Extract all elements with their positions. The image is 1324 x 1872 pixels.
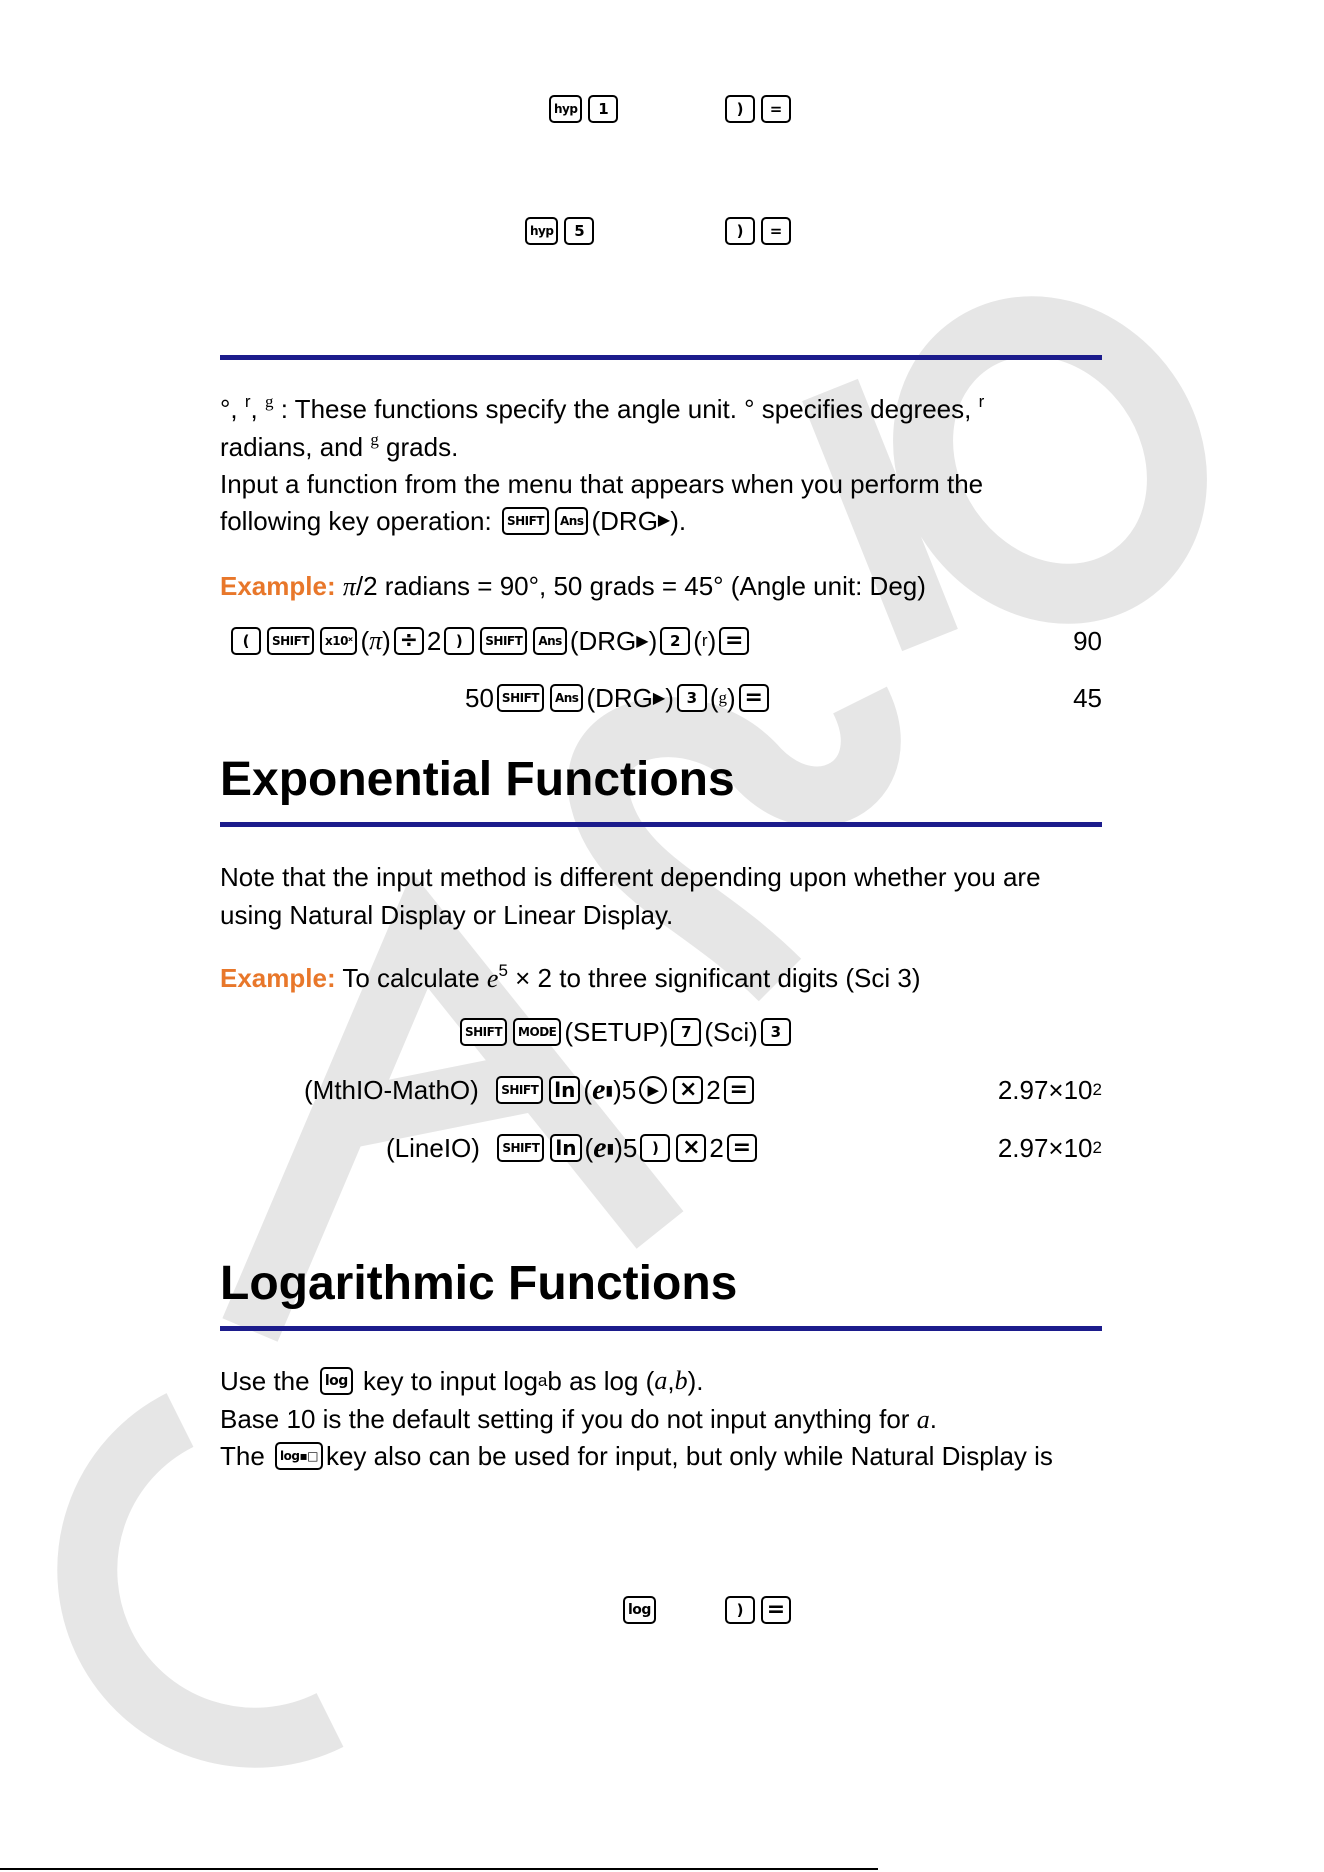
top-key-row-1-right — [722, 91, 794, 127]
digit-5-key: 5 — [564, 217, 594, 245]
exp-keyseq-math: (MthIO-MathO) SHIFT ln ( e ▮ ) 5 ▶ × 2 = — [304, 1072, 757, 1108]
shift-key: SHIFT — [480, 627, 527, 655]
divide-key: ÷ — [394, 627, 424, 655]
ans-key: Ans — [533, 627, 566, 655]
angle-example: Example: π/2 radians = 90°, 50 grads = 45° (Angle unit: Deg) — [220, 571, 926, 601]
angle-para-2: radians, and $^g$ grads. — [220, 430, 459, 462]
ln-key: ln — [550, 1134, 581, 1162]
multiply-key: × — [676, 1134, 706, 1162]
triangle-right-icon: ▶ — [657, 512, 671, 529]
log-para-2: Base 10 is the default setting if you do not input anything for a. — [220, 1404, 937, 1434]
digit-1-key: 1 — [588, 95, 618, 123]
log-para-3: The log▪□ key also can be used for input, but only while Natural Display is — [220, 1441, 1053, 1471]
triangle-right-icon: ▶ — [652, 690, 666, 707]
exp-result-math: 2.97×10 2 — [997, 1074, 1102, 1105]
mode-key: MODE — [513, 1018, 561, 1046]
digit-3-key: 3 — [677, 684, 707, 712]
log-para-1: Use the log key to input log a b as log ( a , b ). — [220, 1366, 704, 1396]
equals-key: = — [761, 217, 791, 245]
exp-keyseq-line: (LineIO) SHIFT ln ( e ▮ ) 5 ) × 2 = — [386, 1130, 760, 1166]
box-placeholder-icon: ▮ — [606, 1139, 615, 1156]
triangle-right-icon: ▶ — [636, 633, 649, 650]
digit-2-key: 2 — [660, 627, 690, 655]
close-paren-key: ) — [640, 1134, 670, 1162]
example-label: Example: — [220, 571, 336, 601]
exp-para-2: using Natural Display or Linear Display. — [220, 900, 674, 930]
shift-key: SHIFT — [497, 684, 544, 712]
shift-key: SHIFT — [496, 1076, 543, 1104]
angle-result-1: 90 — [1073, 625, 1102, 656]
close-paren-key: ) — [725, 217, 755, 245]
exponential-heading: Exponential Functions — [220, 753, 735, 806]
equals-key: = — [719, 627, 749, 655]
shift-key: SHIFT — [497, 1134, 544, 1162]
close-paren-key: ) — [725, 95, 755, 123]
log-key: log — [320, 1367, 353, 1395]
ans-key: Ans — [555, 507, 588, 535]
exp-setup-keyseq: SHIFT MODE (SETUP) 7 (Sci) 3 — [457, 1014, 794, 1050]
exp-result-line: 2.97×10 2 — [997, 1132, 1102, 1163]
digit-3-key: 3 — [761, 1018, 791, 1046]
angle-para-3: Input a function from the menu that appears when you perform the — [220, 469, 984, 499]
digit-7-key: 7 — [671, 1018, 701, 1046]
angle-keyseq-1: ( SHIFT x10ˣ ( π ) ÷ 2 ) SHIFT Ans (DRG ▶ ) 2 ( r ) = — [228, 623, 752, 659]
ans-key: Ans — [550, 684, 583, 712]
shift-key: SHIFT — [502, 507, 549, 535]
logarithmic-heading: Logarithmic Functions — [220, 1257, 738, 1310]
section-rule — [220, 355, 1102, 360]
top-key-row-2-right — [722, 213, 794, 249]
close-paren-key: ) — [444, 627, 474, 655]
equals-key: = — [724, 1076, 754, 1104]
exp-example: Example: To calculate $e^5 \times 2$ to three significant digits (Sci 3) — [220, 961, 921, 993]
box-placeholder-icon: ▮ — [605, 1081, 614, 1098]
equals-key: = — [727, 1134, 757, 1162]
close-paren-key: ) — [725, 1596, 755, 1624]
ln-key: ln — [549, 1076, 580, 1104]
page-bottom-rule — [0, 1868, 878, 1870]
exp-para-1: Note that the input method is different depending upon whether you are — [220, 862, 1041, 892]
equals-key: = — [739, 684, 769, 712]
log-keyseq — [620, 1592, 659, 1628]
angle-keyseq-2: 50 SHIFT Ans (DRG ▶ ) 3 ( g ) = — [465, 680, 772, 716]
log-key: log — [623, 1596, 656, 1624]
angle-result-2: 45 — [1073, 682, 1102, 713]
angle-para-4: following key operation: SHIFT Ans (DRG ▶ ). — [220, 502, 1102, 540]
multiply-key: × — [673, 1076, 703, 1104]
top-key-row-2 — [522, 213, 597, 249]
hyp-key: hyp — [525, 217, 558, 245]
example-label: Example: — [220, 963, 336, 993]
log-base-key: log▪□ — [275, 1442, 323, 1470]
right-arrow-key: ▶ — [639, 1076, 667, 1104]
x10-key: x10ˣ — [320, 627, 357, 655]
shift-key: SHIFT — [460, 1018, 507, 1046]
shift-key: SHIFT — [267, 627, 314, 655]
open-paren-key: ( — [231, 627, 261, 655]
angle-para-1: °, $^r$, $^g$ : These functions specify the angle unit. ° specifies degrees, $^r$ — [220, 392, 985, 424]
hyp-key: hyp — [549, 95, 582, 123]
equals-key: = — [761, 95, 791, 123]
top-key-row-1 — [546, 91, 621, 127]
section-rule — [220, 1326, 1102, 1331]
equals-key: = — [761, 1596, 791, 1624]
section-rule — [220, 822, 1102, 827]
log-keyseq-right — [722, 1592, 794, 1628]
